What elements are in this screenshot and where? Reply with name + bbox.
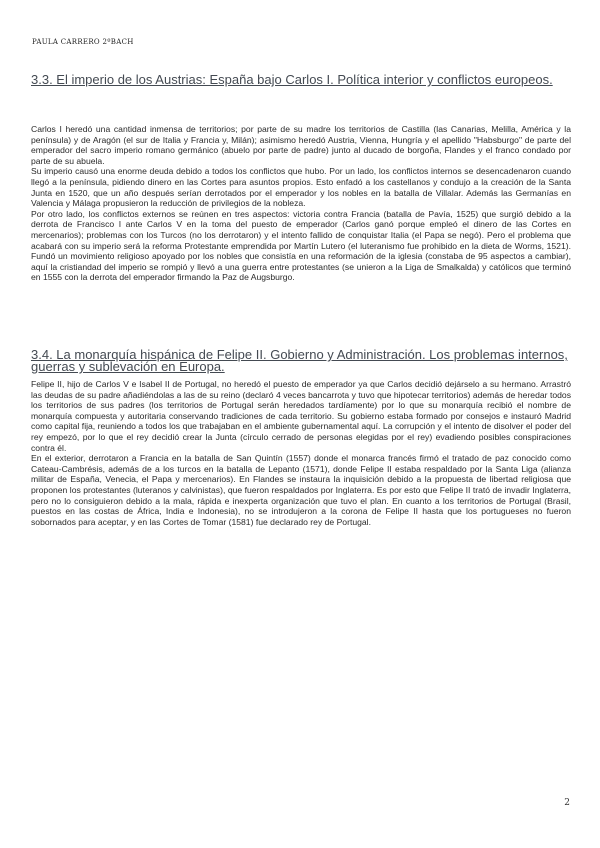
page-number: 2 [564,798,570,808]
paragraph: En el exterior, derrotaron a Francia en la batalla de San Quintín (1557) donde el monarca francés firmó el tratado de paz conocido como Cateau-Cambrésis, además de a los turcos en la batalla de Lepanto (1571), donde Felipe II estaba respaldado por la Santa Liga (alianza militar de España, Venecia, el Papa y mercenarios). En Flandes se instaura la inquisición debido a la propuesta de libertad religiosa que proponen los protestantes (luteranos y calvinistas), que fueron respaldados por Inglaterra. Es por esto que Felipe II trató de invadir Inglaterra, pero no lo consiguieron debido a la mala, rápida e inexperta organización que tuvo el plan. En cuanto a los territorios de Portugal (Brasil, puestos en las costas de África, India e Indonesia), no se introdujeron a la corona de Felipe II hasta que los portugueses no fueron sobornados para aceptar, y en las Cortes de Tomar (1581) fue declarado rey de Portugal. [31,453,571,527]
paragraph: Carlos I heredó una cantidad inmensa de territorios; por parte de su madre los territorios de Castilla (las Canarias, Melilla, América y la península) y de Aragón (el sur de Italia y Francia y, Milán); asimismo heredó Austria, Vienna, Hungría y el apellido "Habsburgo" de parte del emperador del sacro imperio romano germánico (abuelo por parte de padre) junto al ducado de borgoña, Flandes y el franco condado por parte de su abuela. [31,124,571,166]
section-body-3-4 [31,379,571,527]
paragraph: Su imperio causó una enorme deuda debido a todos los conflictos que hubo. Por un lado, los conflictos internos se desencadenaron cuando llegó a la península, pidiendo dinero en las Cortes para asuntos propios. Esto enfadó a los castellanos y condujo a la creación de la Santa Junta en 1520, que un año después serían derrotados por el emperador y los nobles en la batalla de Villalar. Además las Germanías en Valencia y Málaga propusieron la reducción de privilegios de la nobleza. [31,166,571,209]
running-header: PAULA CARRERO 2ºBACH [32,38,134,46]
section-title-3-3: 3.3. El imperio de los Austrias: España bajo Carlos I. Política interior y conflictos europeos. [31,72,553,87]
section-title-3-4: 3.4. La monarquía hispánica de Felipe II. Gobierno y Administración. Los problemas internos, guerras y sublevación en Europa. [31,347,568,374]
section-body-3-3 [31,124,571,283]
paragraph: Felipe II, hijo de Carlos V e Isabel II de Portugal, no heredó el puesto de emperador ya que Carlos decidió dejárselo a su hermano. Arrastró las deudas de su padre añadiéndolas a las de su reino (declaró 4 veces bancarrota y tuvo que hipotecar territorios) además de heredar todos los territorios de sus padres (los territorios de Portugal serán heredados tardíamente) por lo que su monarquía recibió el nombre de monarquía compuesta y autoritaria conservando tradiciones de cada territorio. Su gobierno estaba formado por consejos e instauró Madrid como capital fija, reuniendo a todos los que trabajaban en el ambiente gubernamental aquí. La corrupción y el intento de disolver el poder del rey empezó, por lo que el rey decidió crear la Junta (círculo cerrado de personas elegidas por el rey) evadiendo posibles conspiraciones contra él. [31,379,571,453]
paragraph: Por otro lado, los conflictos externos se reúnen en tres aspectos: victoria contra Francia (batalla de Pavía, 1525) que surgió debido a la derrota de Francisco I ante Carlos V en la toma del puesto de emperador (Carlos ganó porque empleó el dinero de las Cortes en mercenarios); problemas con los Turcos (no los derrotaron) y el intento fallido de conquistar Italia (el Papa se negó). Pero el problema que acabará con su imperio será la reforma Protestante emprendida por Martín Lutero (el luteranismo fue prohibido en la dieta de Worms, 1521). Fundó un movimiento religioso apoyado por los nobles que consistía en una reformación de la iglesia (constaba de 95 aspectos a cambiar), aquí la cristiandad del imperio se rompió y llevó a una guerra entre protestantes (se unieron a la Liga de Smalkalda) y católicos que terminó en 1555 con la derrota del emperador firmando la Paz de Augsburgo. [31,208,571,283]
